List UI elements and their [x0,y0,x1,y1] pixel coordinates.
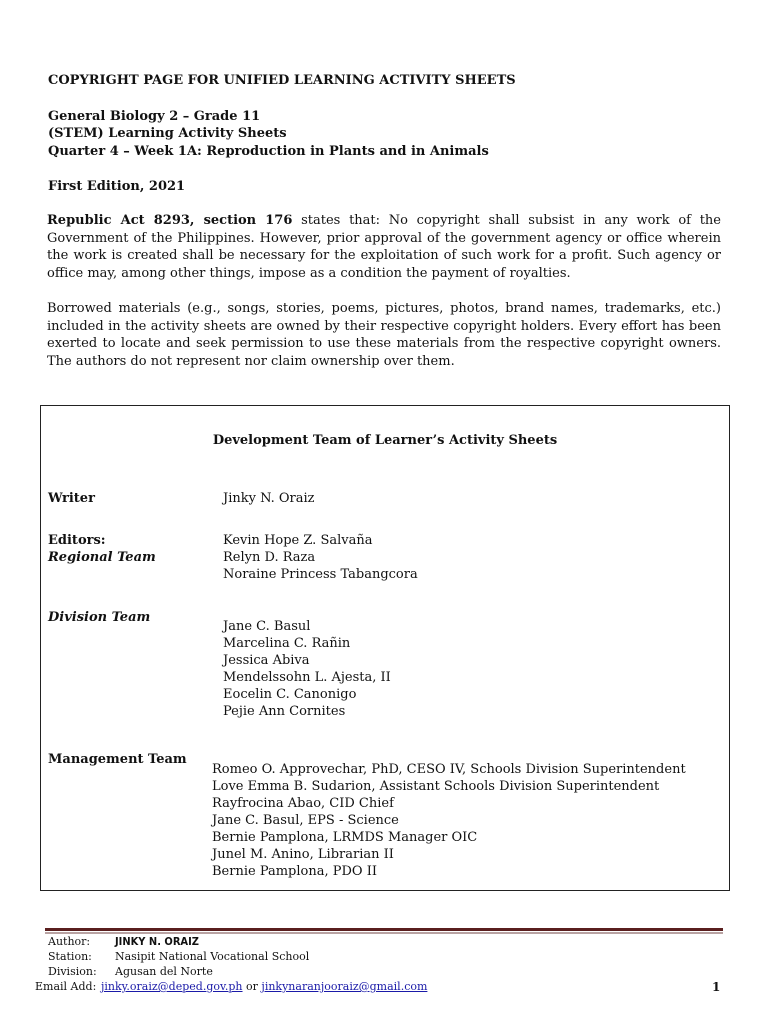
law-reference: Republic Act 8293, section 176 [47,213,293,228]
regional-member: Noraine Princess Tabangcora [223,567,418,582]
page-number: 1 [712,980,721,994]
writer-name: Jinky N. Oraiz [223,491,315,506]
email-link-gmail[interactable]: jinkynaranjooraiz@gmail.com [261,980,428,993]
development-team-box [40,405,730,891]
management-team-label: Management Team [48,752,187,767]
team-box-title: Development Team of Learner’s Activity Sheets [212,433,558,448]
division-value: Agusan del Norte [115,965,213,978]
author-name: JINKY N. ORAIZ [115,935,199,948]
division-label: Division: [48,965,97,978]
management-team-list [212,761,686,880]
page-title: COPYRIGHT PAGE FOR UNIFIED LEARNING ACTIVITY SHEETS [48,73,516,88]
footer-rule-light [45,932,723,934]
email-link-deped[interactable]: jinky.oraiz@deped.gov.ph [101,980,243,993]
management-member: Love Emma B. Sudarion, Assistant Schools Division Superintendent [212,779,660,794]
regional-team-list [223,532,418,583]
editors-label: Editors: [48,533,106,548]
management-member: Romeo O. Approvechar, PhD, CESO IV, Schools Division Superintendent [212,762,686,777]
footer-rule-dark [45,928,723,931]
station-label: Station: [48,950,92,963]
email-line [101,980,427,993]
division-member: Mendelssohn L. Ajesta, II [223,670,391,685]
division-member: Jessica Abiva [223,653,310,668]
division-member: Marcelina C. Rañin [223,636,351,651]
station-value: Nasipit National Vocational School [115,950,310,963]
email-label: Email Add: [35,980,97,993]
division-member: Jane C. Basul [223,619,311,634]
sheet-type: (STEM) Learning Activity Sheets [48,126,287,141]
management-member: Rayfrocina Abao, CID Chief [212,796,394,811]
management-member: Bernie Pamplona, LRMDS Manager OIC [212,830,478,845]
copyright-paragraph [47,212,721,282]
management-member: Jane C. Basul, EPS - Science [212,813,399,828]
management-member: Bernie Pamplona, PDO II [212,864,377,879]
regional-team-label: Regional Team [48,550,156,565]
division-member: Pejie Ann Cornites [223,704,346,719]
regional-member: Kevin Hope Z. Salvaña [223,533,373,548]
regional-member: Relyn D. Raza [223,550,316,565]
edition: First Edition, 2021 [48,179,186,194]
email-separator: or [242,980,262,993]
writer-label: Writer [48,491,95,506]
division-team-label: Division Team [48,610,151,625]
course-title: General Biology 2 – Grade 11 [48,109,261,124]
author-label: Author: [48,935,91,948]
division-team-list [223,618,391,720]
division-member: Eocelin C. Canonigo [223,687,357,702]
quarter-week-topic: Quarter 4 – Week 1A: Reproduction in Plants and in Animals [48,144,489,159]
management-member: Junel M. Anino, Librarian II [212,847,394,862]
copyright-text: states that: No copyright shall subsist in any work of the Government of the Philippines. However, prior approval of the government agency or office wherein the work is created shall be necessary for the exploitation of such work for a profit. Such agency or office may, among other things, impose as a condition the payment of royalties. [47,213,721,281]
borrowed-materials-paragraph: Borrowed materials (e.g., songs, stories, poems, pictures, photos, brand names, trademarks, etc.) included in the activity sheets are owned by their respective copyright holders. Every effort has been exerted to locate and seek permission to use these materials from the respective copyright owners. The authors do not represent nor claim ownership over them. [47,301,721,369]
